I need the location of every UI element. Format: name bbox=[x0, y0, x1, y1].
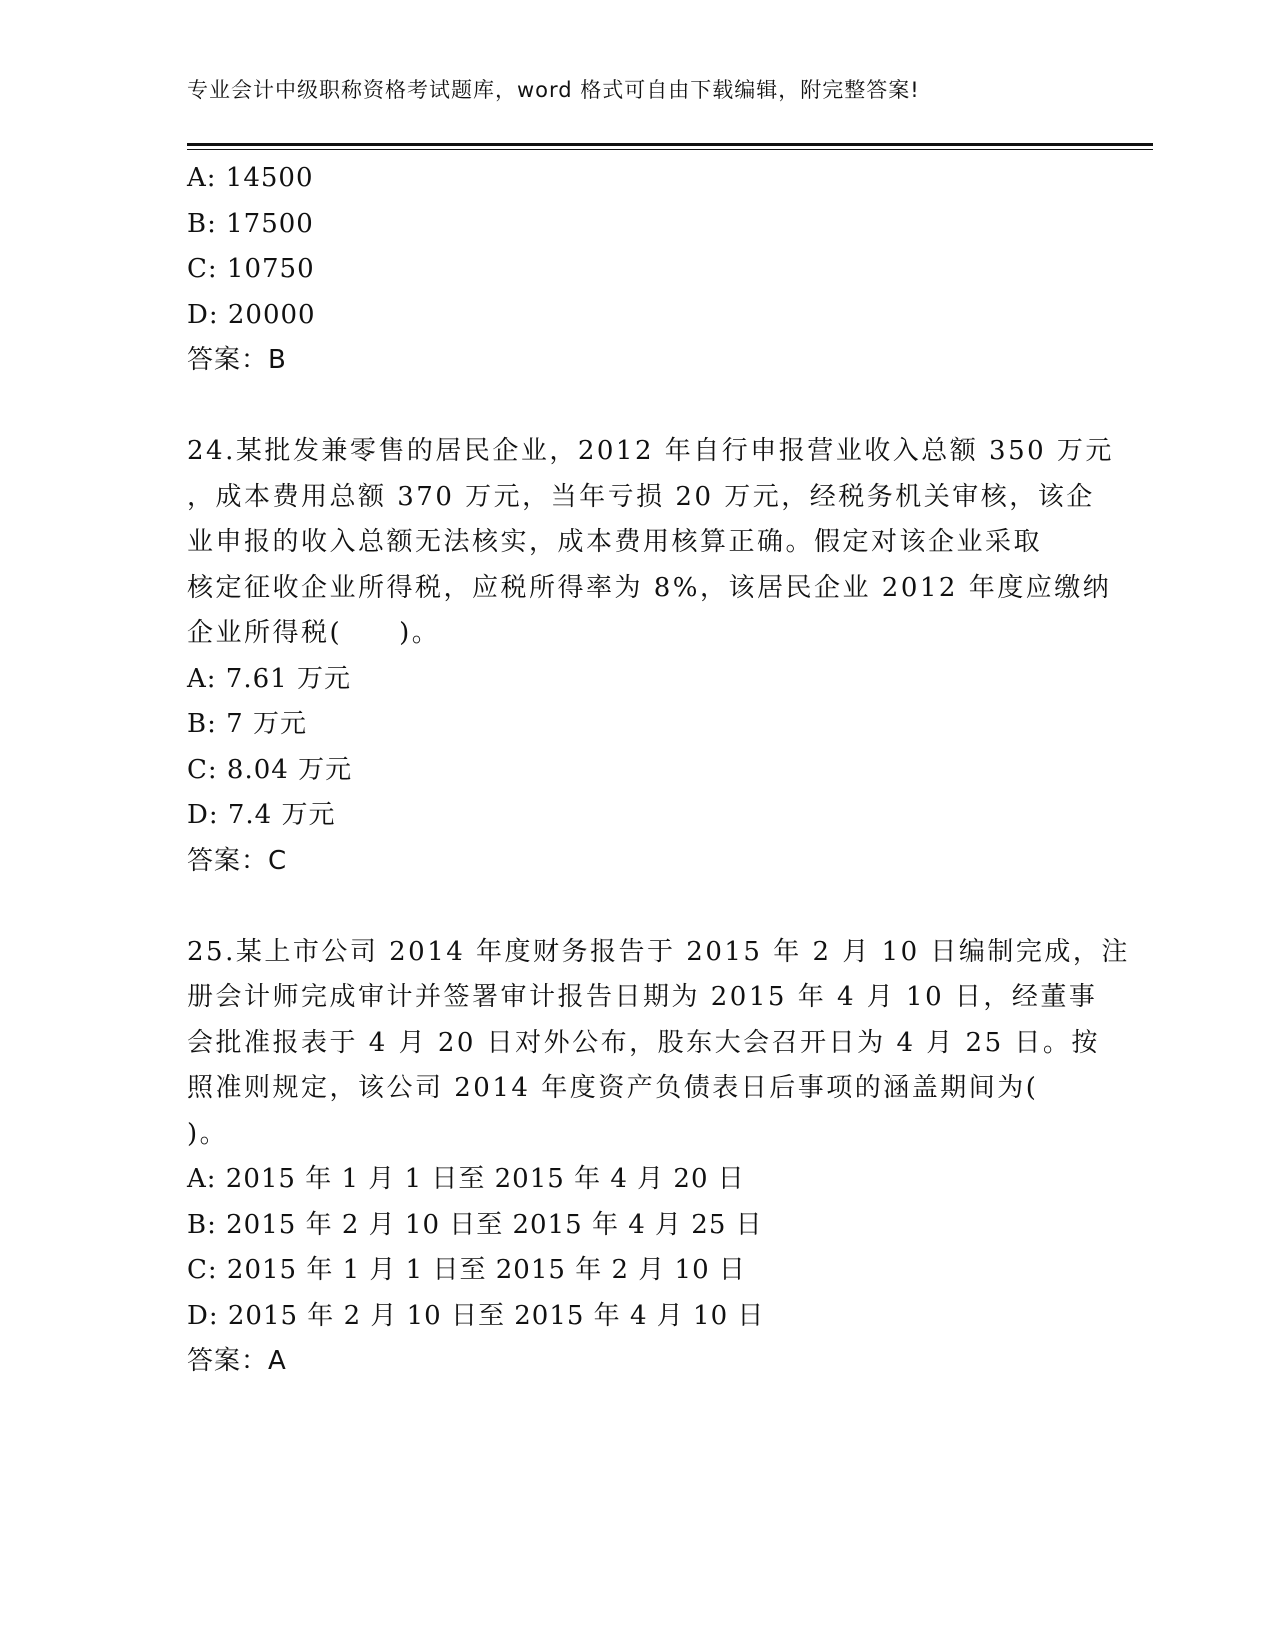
question-line: 核定征收企业所得税，应税所得率为 8%，该居民企业 2012 年度应缴纳 bbox=[187, 572, 1112, 603]
question-line: ，成本费用总额 370 万元，当年亏损 20 万元，经税务机关审核，该企 bbox=[187, 481, 1095, 512]
option-a: A: 14500 bbox=[187, 163, 314, 193]
question-block-25 bbox=[187, 930, 1130, 1385]
question-line: 业申报的收入总额无法核实，成本费用核算正确。假定对该企业采取 bbox=[187, 527, 1043, 557]
spacer bbox=[187, 384, 1087, 430]
option-c: C: 8.04 万元 bbox=[187, 754, 353, 785]
question-line: 册会计师完成审计并签署审计报告日期为 2015 年 4 月 10 日，经董事 bbox=[187, 982, 1098, 1012]
question-line: 24.某批发兼零售的居民企业，2012 年自行申报营业收入总额 350 万元 bbox=[187, 436, 1114, 466]
header-rule-thin bbox=[187, 149, 1153, 150]
option-b: B: 17500 bbox=[187, 208, 314, 239]
answer-line: 答案：A bbox=[187, 1346, 287, 1376]
answer-line: 答案：B bbox=[187, 345, 287, 375]
option-a: A: 2015 年 1 月 1 日至 2015 年 4 月 20 日 bbox=[187, 1164, 745, 1194]
option-b: B: 2015 年 2 月 10 日至 2015 年 4 月 25 日 bbox=[187, 1209, 763, 1240]
option-d: D: 7.4 万元 bbox=[187, 800, 336, 830]
question-content bbox=[187, 156, 1130, 1385]
option-a: A: 7.61 万元 bbox=[187, 663, 351, 694]
question-line: 25.某上市公司 2014 年度财务报告于 2015 年 2 月 10 日编制完成，注 bbox=[187, 936, 1130, 967]
option-b: B: 7 万元 bbox=[187, 709, 307, 739]
question-block-24 bbox=[187, 429, 1114, 884]
question-line: 企业所得税( )。 bbox=[187, 618, 441, 648]
option-d: D: 2015 年 2 月 10 日至 2015 年 4 月 10 日 bbox=[187, 1300, 765, 1331]
question-line: 照准则规定，该公司 2014 年度资产负债表日后事项的涵盖期间为( bbox=[187, 1073, 1039, 1103]
spacer bbox=[187, 884, 1087, 930]
header-rule-thick bbox=[187, 143, 1153, 146]
question-line: )。 bbox=[187, 1118, 229, 1149]
question-line: 会批准报表于 4 月 20 日对外公布，股东大会召开日为 4 月 25 日。按 bbox=[187, 1027, 1100, 1058]
page-header: 专业会计中级职称资格考试题库，word 格式可自由下载编辑，附完整答案! bbox=[187, 78, 920, 102]
option-c: C: 2015 年 1 月 1 日至 2015 年 2 月 10 日 bbox=[187, 1255, 746, 1285]
option-c: C: 10750 bbox=[187, 254, 315, 284]
question-block-23 bbox=[187, 156, 1087, 384]
option-d: D: 20000 bbox=[187, 299, 316, 330]
answer-line: 答案：C bbox=[187, 845, 288, 876]
